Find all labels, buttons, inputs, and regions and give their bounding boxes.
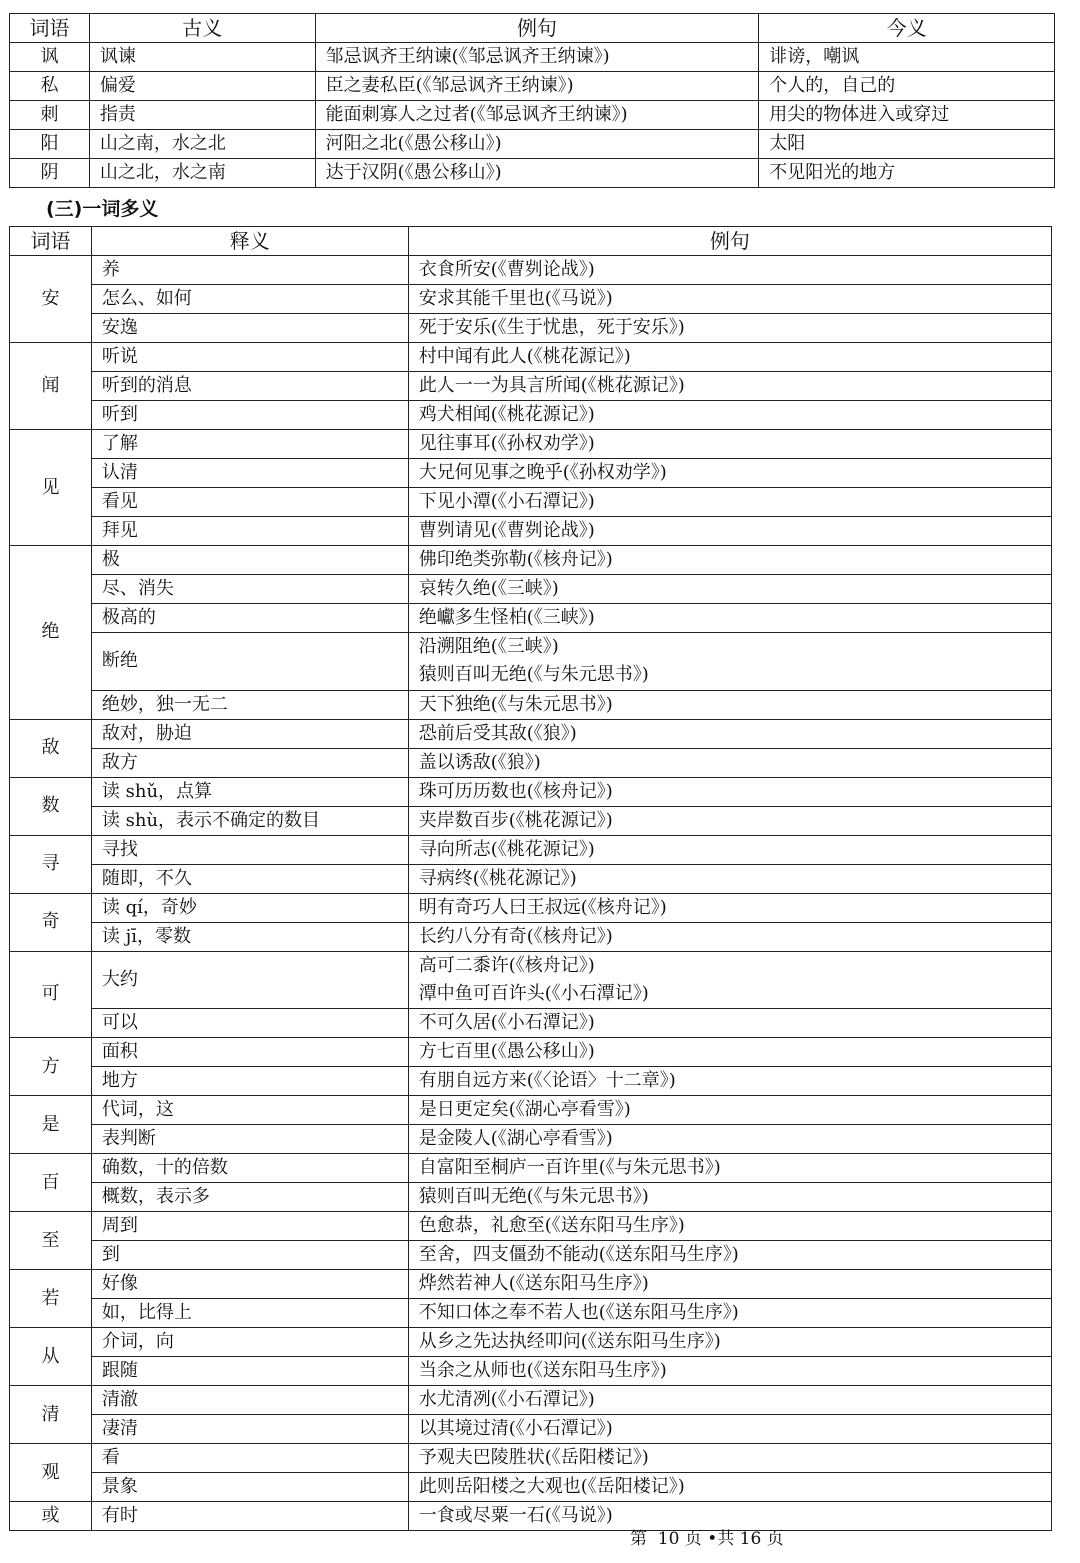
polysemy-table — [9, 226, 1052, 1531]
example-line: 寻病终(《桃花源记》) — [418, 867, 577, 889]
table-row — [10, 1415, 1052, 1444]
table-row — [10, 1502, 1052, 1531]
meaning-cell: 断绝 — [91, 633, 408, 691]
meaning-cell: 随即，不久 — [91, 864, 408, 893]
meaning-cell: 读 jī，零数 — [91, 922, 408, 951]
example-line: 至舍，四支僵劲不能动(《送东阳马生序》) — [418, 1244, 739, 1266]
table-row — [10, 1357, 1052, 1386]
table-row — [10, 488, 1052, 517]
table-row — [10, 633, 1052, 691]
meaning-cell: 听说 — [91, 343, 408, 372]
table-row — [10, 401, 1052, 430]
table-row — [10, 1270, 1052, 1299]
example-cell — [408, 1270, 1051, 1299]
table-row — [10, 835, 1052, 864]
example-line: 潭中鱼可百许头(《小石潭记》) — [418, 982, 649, 1004]
modern-meaning-cell: 不见阳光的地方 — [759, 159, 1055, 188]
table-row — [10, 256, 1052, 285]
example-line: 高可二黍许(《核舟记》) — [418, 954, 595, 976]
table-row — [10, 1241, 1052, 1270]
page-footer: 第 10 页 •共 16 页 — [630, 1529, 784, 1549]
word-cell: 见 — [10, 430, 92, 546]
word-cell: 绝 — [10, 546, 92, 720]
example-cell — [408, 835, 1051, 864]
table-row — [10, 951, 1052, 1009]
example-line: 村中闻有此人(《桃花源记》) — [418, 346, 631, 367]
example-cell — [408, 951, 1051, 1009]
meaning-cell: 可以 — [91, 1009, 408, 1038]
example-line: 明有奇巧人曰王叔远(《核舟记》) — [418, 896, 667, 918]
example-cell — [408, 546, 1051, 575]
word-cell: 私 — [10, 72, 90, 101]
example-cell — [408, 1299, 1051, 1328]
example-line: 恐前后受其敌(《狼》) — [418, 722, 577, 744]
table-row — [10, 72, 1055, 101]
word-cell: 奇 — [10, 893, 92, 951]
meaning-cell: 有时 — [91, 1502, 408, 1531]
example-cell — [408, 604, 1051, 633]
meaning-cell: 表判断 — [91, 1125, 408, 1154]
example-cell: 河阳之北(《愚公移山》) — [315, 130, 759, 159]
example-cell — [408, 314, 1051, 343]
example-cell — [408, 459, 1051, 488]
table-row — [10, 1125, 1052, 1154]
example-cell — [408, 806, 1051, 835]
meaning-cell: 介词，向 — [91, 1328, 408, 1357]
example-line: 是金陵人(《湖心亭看雪》) — [418, 1128, 613, 1150]
example-line: 死于安乐(《生于忧患，死于安乐》) — [418, 317, 685, 338]
meaning-cell: 到 — [91, 1241, 408, 1270]
example-cell — [408, 1212, 1051, 1241]
example-line: 鸡犬相闻(《桃花源记》) — [418, 404, 595, 425]
table-row — [10, 806, 1052, 835]
meaning-cell: 代词，这 — [91, 1096, 408, 1125]
example-cell — [408, 633, 1051, 691]
example-cell — [408, 1386, 1051, 1415]
meaning-cell: 寻找 — [91, 835, 408, 864]
table-row — [10, 1183, 1052, 1212]
example-line: 水尤清冽(《小石潭记》) — [418, 1389, 595, 1411]
word-cell: 阳 — [10, 130, 90, 159]
example-line: 盖以诱敌(《狼》) — [418, 751, 541, 773]
meaning-cell: 周到 — [91, 1212, 408, 1241]
table-row — [10, 1009, 1052, 1038]
table-row — [10, 343, 1052, 372]
example-cell — [408, 1154, 1051, 1183]
example-line: 衣食所安(《曹刿论战》) — [418, 259, 595, 280]
table-row — [10, 690, 1052, 719]
table-row — [10, 604, 1052, 633]
example-cell — [408, 1183, 1051, 1212]
example-line: 下见小潭(《小石潭记》) — [418, 491, 595, 512]
meaning-cell: 如，比得上 — [91, 1299, 408, 1328]
example-cell — [408, 690, 1051, 719]
example-line: 色愈恭，礼愈至(《送东阳马生序》) — [418, 1215, 685, 1237]
table-row — [10, 1038, 1052, 1067]
modern-meaning-cell: 个人的，自己的 — [759, 72, 1055, 101]
table-row — [10, 1386, 1052, 1415]
meaning-cell: 了解 — [91, 430, 408, 459]
example-cell — [408, 777, 1051, 806]
example-cell — [408, 1096, 1051, 1125]
header-meaning: 释义 — [91, 227, 408, 256]
example-line: 夹岸数百步(《桃花源记》) — [418, 809, 613, 831]
word-cell: 可 — [10, 951, 92, 1038]
example-line: 大兄何见事之晚乎(《孙权劝学》) — [418, 462, 667, 483]
meaning-cell: 敌对，胁迫 — [91, 719, 408, 748]
example-cell — [408, 719, 1051, 748]
table-row — [10, 575, 1052, 604]
word-cell: 清 — [10, 1386, 92, 1444]
table-header-row — [10, 14, 1055, 43]
example-cell — [408, 285, 1051, 314]
example-line: 是日更定矣(《湖心亭看雪》) — [418, 1099, 631, 1121]
modern-meaning-cell: 诽谤，嘲讽 — [759, 43, 1055, 72]
meaning-cell: 极高的 — [91, 604, 408, 633]
header-example: 例句 — [315, 14, 759, 43]
word-cell: 百 — [10, 1154, 92, 1212]
example-cell: 达于汉阴(《愚公移山》) — [315, 159, 759, 188]
example-cell — [408, 488, 1051, 517]
meaning-cell: 认清 — [91, 459, 408, 488]
example-line: 此则岳阳楼之大观也(《岳阳楼记》) — [418, 1476, 685, 1498]
meaning-cell: 听到 — [91, 401, 408, 430]
meaning-cell: 养 — [91, 256, 408, 285]
example-cell — [408, 1473, 1051, 1502]
meaning-cell: 敌方 — [91, 748, 408, 777]
meaning-cell: 好像 — [91, 1270, 408, 1299]
ancient-meaning-cell: 指责 — [89, 101, 315, 130]
modern-meaning-cell: 用尖的物体进入或穿过 — [759, 101, 1055, 130]
meaning-cell: 清澈 — [91, 1386, 408, 1415]
header-word: 词语 — [10, 14, 90, 43]
table-row — [10, 314, 1052, 343]
table-row — [10, 719, 1052, 748]
meaning-cell: 拜见 — [91, 517, 408, 546]
modern-meaning-cell: 太阳 — [759, 130, 1055, 159]
table-row — [10, 43, 1055, 72]
table-row — [10, 101, 1055, 130]
example-cell — [408, 517, 1051, 546]
table-row — [10, 430, 1052, 459]
example-line: 此人一一为具言所闻(《桃花源记》) — [418, 375, 685, 396]
word-cell: 观 — [10, 1444, 92, 1502]
word-cell: 闻 — [10, 343, 92, 430]
meaning-cell: 尽、消失 — [91, 575, 408, 604]
table-row — [10, 517, 1052, 546]
table-row — [10, 1096, 1052, 1125]
meaning-cell: 听到的消息 — [91, 372, 408, 401]
word-cell: 安 — [10, 256, 92, 343]
example-cell — [408, 430, 1051, 459]
example-cell — [408, 1067, 1051, 1096]
table-row — [10, 159, 1055, 188]
table-body — [10, 43, 1055, 188]
table-row — [10, 864, 1052, 893]
example-cell — [408, 372, 1051, 401]
example-line: 绝巘多生怪柏(《三峡》) — [418, 607, 595, 628]
meaning-cell: 读 shù，表示不确定的数目 — [91, 806, 408, 835]
example-line: 不知口体之奉不若人也(《送东阳马生序》) — [418, 1302, 739, 1324]
table-row — [10, 777, 1052, 806]
ancient-modern-meaning-table — [9, 13, 1055, 188]
example-cell — [408, 256, 1051, 285]
example-line: 一食或尽粟一石(《马说》) — [418, 1505, 613, 1527]
example-cell — [408, 1415, 1051, 1444]
example-line: 长约八分有奇(《核舟记》) — [418, 925, 613, 947]
meaning-cell: 看见 — [91, 488, 408, 517]
example-cell — [408, 1038, 1051, 1067]
table-row — [10, 1067, 1052, 1096]
word-cell: 是 — [10, 1096, 92, 1154]
example-line: 以其境过清(《小石潭记》) — [418, 1418, 613, 1440]
header-ancient-meaning: 古义 — [89, 14, 315, 43]
example-cell — [408, 1125, 1051, 1154]
word-cell: 数 — [10, 777, 92, 835]
ancient-meaning-cell: 偏爱 — [89, 72, 315, 101]
meaning-cell: 确数，十的倍数 — [91, 1154, 408, 1183]
example-line: 哀转久绝(《三峡》) — [418, 578, 559, 599]
meaning-cell: 读 shǔ，点算 — [91, 777, 408, 806]
example-line: 当余之从师也(《送东阳马生序》) — [418, 1360, 667, 1382]
table-header-row — [10, 227, 1052, 256]
table-row — [10, 1444, 1052, 1473]
meaning-cell: 概数，表示多 — [91, 1183, 408, 1212]
example-cell: 邹忌讽齐王纳谏(《邹忌讽齐王纳谏》) — [315, 43, 759, 72]
word-cell: 方 — [10, 1038, 92, 1096]
meaning-cell: 面积 — [91, 1038, 408, 1067]
example-cell — [408, 343, 1051, 372]
ancient-meaning-cell: 山之北，水之南 — [89, 159, 315, 188]
table-row — [10, 893, 1052, 922]
example-cell: 能面刺寡人之过者(《邹忌讽齐王纳谏》) — [315, 101, 759, 130]
meaning-cell: 大约 — [91, 951, 408, 1009]
example-cell — [408, 1357, 1051, 1386]
table-row — [10, 459, 1052, 488]
example-line: 自富阳至桐庐一百许里(《与朱元思书》) — [418, 1157, 721, 1179]
example-cell — [408, 1009, 1051, 1038]
section-heading: (三)一词多义 — [46, 198, 159, 220]
word-cell: 阴 — [10, 159, 90, 188]
example-line: 曹刿请见(《曹刿论战》) — [418, 520, 595, 541]
word-cell: 若 — [10, 1270, 92, 1328]
example-cell — [408, 922, 1051, 951]
word-cell: 或 — [10, 1502, 92, 1531]
table-row — [10, 546, 1052, 575]
example-cell — [408, 893, 1051, 922]
meaning-cell: 看 — [91, 1444, 408, 1473]
table-row — [10, 748, 1052, 777]
meaning-cell: 凄清 — [91, 1415, 408, 1444]
example-cell: 臣之妻私臣(《邹忌讽齐王纳谏》) — [315, 72, 759, 101]
example-line: 予观夫巴陵胜状(《岳阳楼记》) — [418, 1447, 649, 1469]
example-cell — [408, 1444, 1051, 1473]
header-modern-meaning: 今义 — [759, 14, 1055, 43]
example-cell — [408, 864, 1051, 893]
example-line: 烨然若神人(《送东阳马生序》) — [418, 1273, 649, 1295]
word-cell: 讽 — [10, 43, 90, 72]
example-line: 方七百里(《愚公移山》) — [418, 1041, 595, 1063]
example-cell — [408, 1241, 1051, 1270]
table-row — [10, 1212, 1052, 1241]
example-cell — [408, 401, 1051, 430]
word-cell: 刺 — [10, 101, 90, 130]
meaning-cell: 安逸 — [91, 314, 408, 343]
example-line: 沿溯阻绝(《三峡》) — [418, 636, 559, 658]
example-line: 猿则百叫无绝(《与朱元思书》) — [418, 1186, 649, 1208]
table-row — [10, 130, 1055, 159]
example-line: 安求其能千里也(《马说》) — [418, 288, 613, 309]
word-cell: 至 — [10, 1212, 92, 1270]
table-row — [10, 922, 1052, 951]
table-row — [10, 1154, 1052, 1183]
example-line: 寻向所志(《桃花源记》) — [418, 838, 595, 860]
ancient-meaning-cell: 山之南，水之北 — [89, 130, 315, 159]
table-body — [10, 256, 1052, 1531]
example-line: 有朋自远方来(《〈论语〉十二章》) — [418, 1070, 676, 1092]
header-example: 例句 — [408, 227, 1051, 256]
meaning-cell: 景象 — [91, 1473, 408, 1502]
example-line: 从乡之先达执经叩问(《送东阳马生序》) — [418, 1331, 721, 1353]
example-line: 天下独绝(《与朱元思书》) — [418, 693, 613, 715]
table-row — [10, 1328, 1052, 1357]
table-row — [10, 1299, 1052, 1328]
meaning-cell: 极 — [91, 546, 408, 575]
meaning-cell: 绝妙，独一无二 — [91, 690, 408, 719]
word-cell: 寻 — [10, 835, 92, 893]
table-row — [10, 1473, 1052, 1502]
example-line: 佛印绝类弥勒(《核舟记》) — [418, 549, 613, 570]
example-cell — [408, 1328, 1051, 1357]
meaning-cell: 地方 — [91, 1067, 408, 1096]
example-line: 不可久居(《小石潭记》) — [418, 1012, 595, 1034]
table-row — [10, 372, 1052, 401]
example-line: 猿则百叫无绝(《与朱元思书》) — [418, 664, 649, 686]
header-word: 词语 — [10, 227, 92, 256]
meaning-cell: 跟随 — [91, 1357, 408, 1386]
meaning-cell: 读 qí，奇妙 — [91, 893, 408, 922]
example-cell — [408, 748, 1051, 777]
meaning-cell: 怎么、如何 — [91, 285, 408, 314]
ancient-meaning-cell: 讽谏 — [89, 43, 315, 72]
example-line: 见往事耳(《孙权劝学》) — [418, 433, 595, 454]
table-row — [10, 285, 1052, 314]
word-cell: 从 — [10, 1328, 92, 1386]
word-cell: 敌 — [10, 719, 92, 777]
example-cell — [408, 575, 1051, 604]
example-line: 珠可历历数也(《核舟记》) — [418, 780, 613, 802]
